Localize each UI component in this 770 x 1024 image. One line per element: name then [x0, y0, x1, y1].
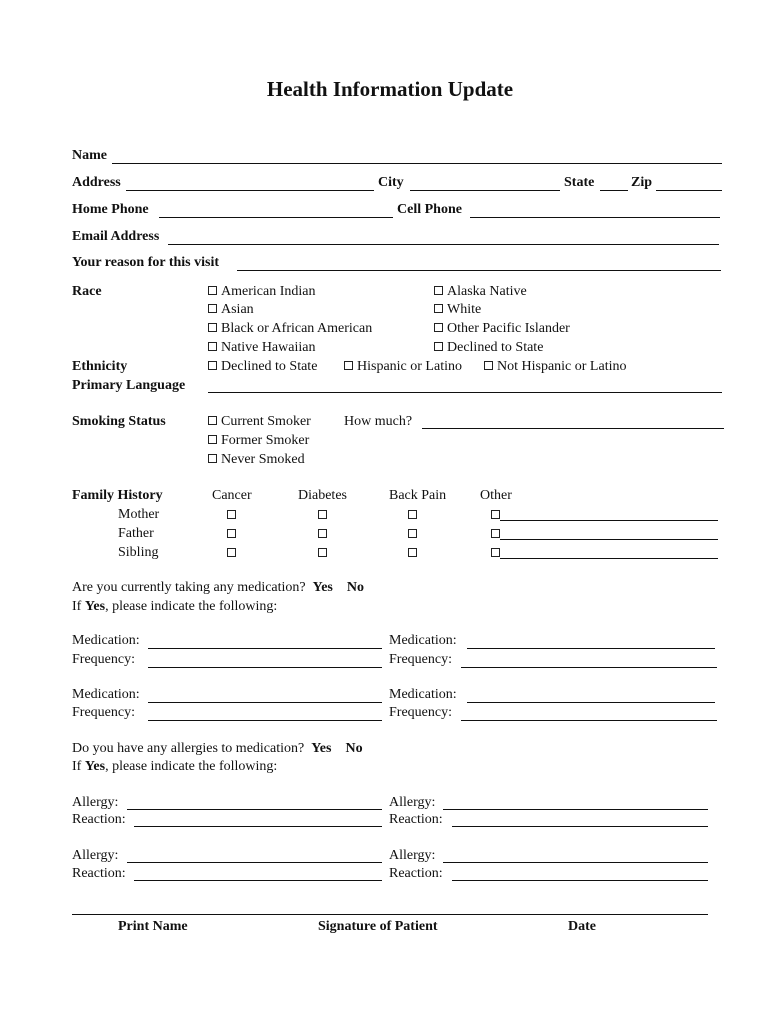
zip-label: Zip — [631, 175, 653, 190]
how-much-label: How much? — [344, 414, 413, 429]
reaction-field-3[interactable] — [134, 865, 382, 881]
frequency-label-3: Frequency: — [72, 705, 135, 720]
allergy-label-3: Allergy: — [72, 848, 119, 863]
checkbox-icon — [208, 416, 217, 425]
how-much-field[interactable] — [422, 413, 724, 429]
mother-other-field[interactable] — [500, 505, 718, 521]
date-label: Date — [568, 919, 596, 934]
mother-other-checkbox[interactable] — [491, 510, 500, 519]
reaction-label-1: Reaction: — [72, 812, 126, 827]
race-option-black[interactable]: Black or African American — [208, 321, 372, 337]
medication-question: Are you currently taking any medication? Yes No — [72, 580, 364, 595]
address-label: Address — [72, 175, 121, 190]
home-phone-label: Home Phone — [72, 202, 149, 217]
medication-field-1[interactable] — [148, 633, 382, 649]
ethnicity-option-hispanic[interactable]: Hispanic or Latino — [344, 359, 462, 375]
checkbox-icon — [208, 304, 217, 313]
cell-phone-field[interactable] — [470, 202, 720, 218]
checkbox-icon — [434, 323, 443, 332]
smoking-option-current[interactable]: Current Smoker — [208, 414, 311, 430]
checkbox-icon — [208, 454, 217, 463]
reaction-label-2: Reaction: — [389, 812, 443, 827]
city-field[interactable] — [410, 175, 560, 191]
name-field[interactable] — [112, 148, 722, 164]
row-mother: Mother — [118, 507, 160, 522]
father-other-field[interactable] — [500, 524, 718, 540]
row-sibling: Sibling — [118, 545, 159, 560]
mother-diabetes-checkbox[interactable] — [318, 510, 327, 519]
cell-phone-label: Cell Phone — [397, 202, 462, 217]
checkbox-icon — [208, 361, 217, 370]
race-option-asian[interactable]: Asian — [208, 302, 254, 318]
reaction-label-3: Reaction: — [72, 866, 126, 881]
allergy-label-1: Allergy: — [72, 795, 119, 810]
race-option-american-indian[interactable]: American Indian — [208, 284, 315, 300]
medication-field-2[interactable] — [467, 633, 715, 649]
ethnicity-label: Ethnicity — [72, 359, 128, 374]
race-option-other-pacific[interactable]: Other Pacific Islander — [434, 321, 570, 337]
column-cancer: Cancer — [212, 488, 252, 503]
checkbox-icon — [434, 286, 443, 295]
column-back-pain: Back Pain — [389, 488, 447, 503]
medication-no[interactable]: No — [346, 580, 364, 595]
checkbox-icon — [434, 342, 443, 351]
primary-language-label: Primary Language — [72, 378, 186, 393]
family-history-label: Family History — [72, 488, 163, 503]
checkbox-icon — [208, 342, 217, 351]
state-field[interactable] — [600, 175, 628, 191]
checkbox-icon — [484, 361, 493, 370]
medication-instructions: If Yes, please indicate the following: — [72, 599, 278, 614]
father-other-checkbox[interactable] — [491, 529, 500, 538]
allergy-instructions: If Yes, please indicate the following: — [72, 759, 278, 774]
checkbox-icon — [434, 304, 443, 313]
ethnicity-option-declined[interactable]: Declined to State — [208, 359, 317, 375]
allergy-no[interactable]: No — [345, 741, 363, 756]
state-label: State — [564, 175, 595, 190]
checkbox-icon — [208, 435, 217, 444]
city-label: City — [378, 175, 404, 190]
race-option-declined[interactable]: Declined to State — [434, 340, 543, 356]
medication-yes[interactable]: Yes — [312, 580, 333, 595]
medication-label-3: Medication: — [72, 687, 140, 702]
allergy-label-2: Allergy: — [389, 795, 436, 810]
smoking-option-former[interactable]: Former Smoker — [208, 433, 309, 449]
allergy-question: Do you have any allergies to medication? Yes No — [72, 741, 363, 756]
column-other: Other — [480, 488, 512, 503]
mother-cancer-checkbox[interactable] — [227, 510, 236, 519]
smoking-label: Smoking Status — [72, 414, 166, 429]
frequency-label-1: Frequency: — [72, 652, 135, 667]
allergy-field-4[interactable] — [443, 847, 708, 863]
medication-field-4[interactable] — [467, 687, 715, 703]
father-diabetes-checkbox[interactable] — [318, 529, 327, 538]
print-name-label: Print Name — [118, 919, 188, 934]
sibling-other-checkbox[interactable] — [491, 548, 500, 557]
reaction-field-1[interactable] — [134, 811, 382, 827]
allergy-field-3[interactable] — [127, 847, 382, 863]
email-label: Email Address — [72, 229, 160, 244]
checkbox-icon — [208, 323, 217, 332]
father-back-pain-checkbox[interactable] — [408, 529, 417, 538]
allergy-field-1[interactable] — [127, 794, 382, 810]
smoking-option-never[interactable]: Never Smoked — [208, 452, 305, 468]
signature-label: Signature of Patient — [318, 919, 438, 934]
frequency-field-4[interactable] — [461, 705, 717, 721]
frequency-field-3[interactable] — [148, 705, 382, 721]
checkbox-icon — [344, 361, 353, 370]
medication-label-4: Medication: — [389, 687, 457, 702]
race-option-native-hawaiian[interactable]: Native Hawaiian — [208, 340, 315, 356]
reaction-field-2[interactable] — [452, 811, 708, 827]
reason-label: Your reason for this visit — [72, 255, 220, 270]
checkbox-icon — [208, 286, 217, 295]
name-label: Name — [72, 148, 107, 163]
frequency-label-2: Frequency: — [389, 652, 452, 667]
father-cancer-checkbox[interactable] — [227, 529, 236, 538]
reason-field[interactable] — [237, 255, 721, 271]
page-title: Health Information Update — [266, 77, 514, 101]
reaction-field-4[interactable] — [452, 865, 708, 881]
mother-back-pain-checkbox[interactable] — [408, 510, 417, 519]
row-father: Father — [118, 526, 154, 541]
frequency-label-4: Frequency: — [389, 705, 452, 720]
sibling-cancer-checkbox[interactable] — [227, 548, 236, 557]
email-field[interactable] — [168, 229, 719, 245]
home-phone-field[interactable] — [159, 202, 393, 218]
allergy-field-2[interactable] — [443, 794, 708, 810]
reaction-label-4: Reaction: — [389, 866, 443, 881]
sibling-back-pain-checkbox[interactable] — [408, 548, 417, 557]
address-field[interactable] — [126, 175, 374, 191]
zip-field[interactable] — [656, 175, 722, 191]
race-label: Race — [72, 284, 102, 299]
race-option-white[interactable]: White — [434, 302, 481, 318]
sibling-diabetes-checkbox[interactable] — [318, 548, 327, 557]
signature-line[interactable] — [72, 914, 708, 915]
sibling-other-field[interactable] — [500, 543, 718, 559]
allergy-yes[interactable]: Yes — [311, 741, 332, 756]
column-diabetes: Diabetes — [298, 488, 347, 503]
medication-label-1: Medication: — [72, 633, 140, 648]
frequency-field-1[interactable] — [148, 652, 382, 668]
medication-field-3[interactable] — [148, 687, 382, 703]
allergy-label-4: Allergy: — [389, 848, 436, 863]
frequency-field-2[interactable] — [461, 652, 717, 668]
ethnicity-option-not-hispanic[interactable]: Not Hispanic or Latino — [484, 359, 626, 375]
primary-language-field[interactable] — [208, 377, 722, 393]
race-option-alaska-native[interactable]: Alaska Native — [434, 284, 527, 300]
medication-label-2: Medication: — [389, 633, 457, 648]
